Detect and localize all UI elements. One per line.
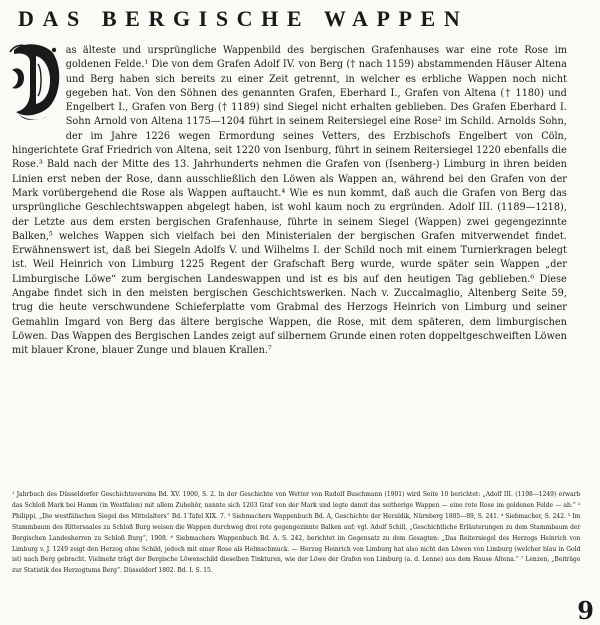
page-title: DAS BERGISCHE WAPPEN	[18, 6, 469, 31]
ornate-initial-d-icon	[8, 40, 62, 122]
body-paragraph: as älteste und ursprüngliche Wappenbild des bergischen Grafenhauses war eine rote Rose im goldenen Felde.¹ Die von dem Grafen Adolf IV. von Berg († nach 1159) abstammenden Häuser Altena und Berg haben sich bereits zu einer Zeit getrennt, in welcher es erbliche Wappen noch nicht gegeben hat. Von den Söhnen des genannten Grafen, Eberhard I., Grafen von Altena († 1180) und Engelbert I., Grafen von Berg († 1189) sind Siegel nicht erhalten geblieben. Des Grafen Eberhard I. Sohn Arnold von Altena 1175—1204 führt in seinem Reitersiegel eine Rose² im Schild. Arnolds Sohn, der im Jahre 1226 wegen Ermordung seines Vetters, des Erzbischofs Engelbert von Cöln, hingerichtete Graf Friedrich von Altena, seit 1220 von Isenburg, führt in seinem Reitersiegel 1220 ebenfalls die Rose.³ Bald nach der Mitte des 13. Jahrhunderts nehmen die Grafen von (Isenberg-) Limburg in ihren beiden Linien erst neben der Rose, dann ausschließlich den Löwen als Wappen an, während bei den Grafen von der Mark vorübergehend die Rose als Wappen auftaucht.⁴ Wie es nun kommt, daß auch die Grafen von Berg das ursprüngliche Geschlechtswappen abgelegt haben, ist wohl kaum noch zu ergründen. Adolf III. (1189—1218), der Letzte aus dem ersten bergischen Grafenhause, führte in seinem Siegel (Wappen) zwei gegengezinnte Balken,⁵ welches Wappen sich vielfach bei den Ministerialen der bergischen Grafen mitverwendet findet. Erwähnenswert ist, daß bei Siegeln Adolfs V. und Wilhelms I. der Schild noch mit einem Turnierkragen belegt ist. Weil Heinrich von Limburg 1225 Regent der Grafschaft Berg wurde, wurde später sein Wappen „der Limburgische Löwe“ zum bergischen Landeswappen und ist es bis auf den heutigen Tag geblieben.⁶ Diese Angabe findet sich in den meisten bergischen Geschichtswerken. Nach v. Zuccalmaglio, Altenberg Seite 59, trug die heute verschwundene Schieferplatte vom Grabmal des Herzogs Heinrich von Limburg und seiner Gemahlin Imgard von Berg das ältere bergische Wappen, die Rose, mit dem späteren, dem limburgischen Löwen. Das Wappen des Bergischen Landes zeigt auf silbernem Grunde einen roten doppeltgeschweiften Löwen mit blauer Krone, blauer Zunge und blauen Krallen.⁷	[12, 45, 567, 357]
footnotes-block: ¹ Jahrbuch des Düsseldorfer Geschichtsvereins Bd. XV. 1900, S. 2. In der Geschichte von Wetter von Rudolf Buschmann (1901) wird Seite 10 berichtet: „Adolf III. (1198—1249) erwarb das Schloß Mark bei Hamm (in Westfalen) mit allem Zubehör, nannte sich 1203 Graf von der Mark und legte damit das seitherige Wappen — eine rote Rose im goldenen Felde — ab.“ ² Philippi, „Die westfälischen Siegel des Mittelalters“ Bd. I Tafel XIX. 7. ³ Siebmachers Wappenbuch Bd. A, Geschichte der Heraldik, Nürnberg 1885—89, S. 241. ⁴ Siebmacher, S. 242. ⁵ Im Stammbaum des Rittersaales zu Schloß Burg weisen die Wappen durchweg drei rote gegengezinnte Balken auf; vgl. Adolf Schill, „Geschichtliche Erläuterungen zu dem Stammbaum der Bergischen Landesherren zu Schloß Burg“, 1908. ⁶ Siebmachers Wappenbuch Bd. A. S. 242, berichtet im Gegensatz zu dem Gesagten: „Das Reitersiegel des Herzogs Heinrich von Limburg v. J. 1249 zeigt den Herzog ohne Schild, jedoch mit einer Rose als Helmschmuck. — Herzog Heinrich von Limburg hat also nicht den Löwen von Limburg (welcher blau in Gold ist) nach Berg gebracht. Vielmehr trägt der Bergische Löwenschild dieselben Tinkturen, wie der Löwe der Grafen von Limburg (a. d. Lenne) aus dem Hause Altena.“ ⁷ Lenzen, „Beiträge zur Statistik des Herzogtums Berg“. Düsseldorf 1802. Bd. I. S. 15.	[12, 491, 581, 575]
page-number: 9	[577, 596, 594, 625]
main-text-block	[12, 44, 567, 359]
